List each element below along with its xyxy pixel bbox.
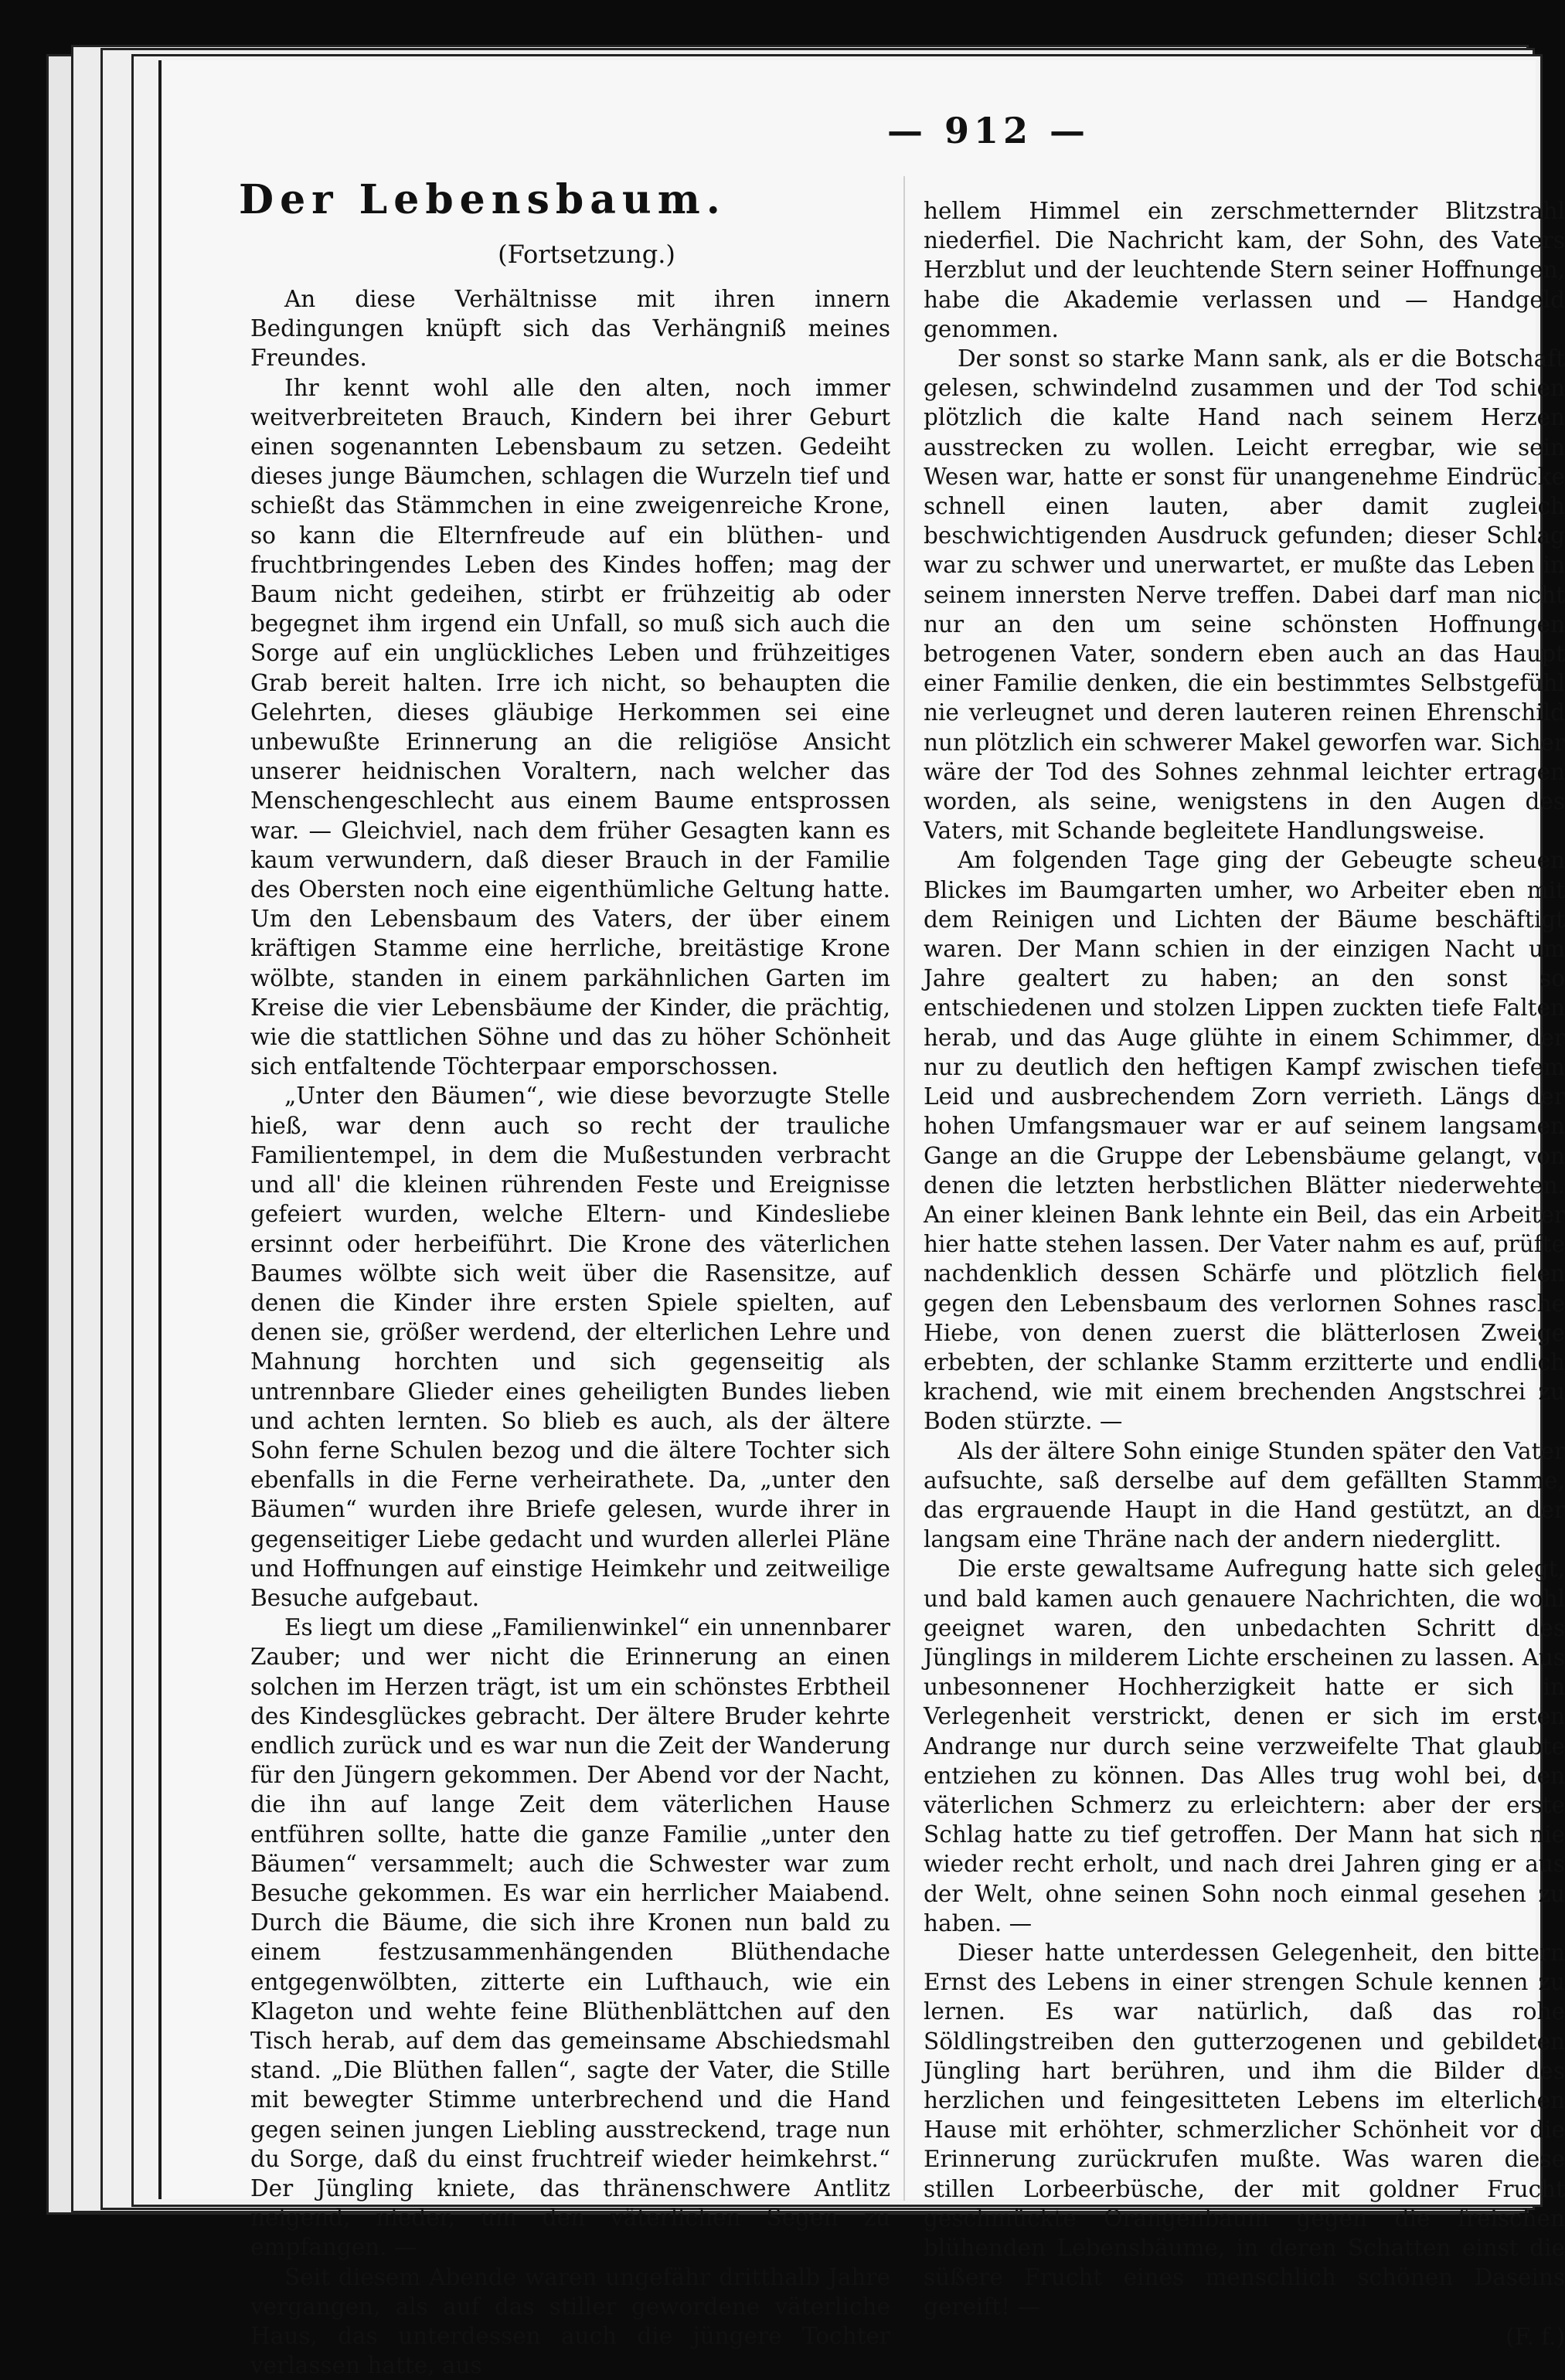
paragraph: hellem Himmel ein zerschmetternder Blitzstrahl niederfiel. Die Nachricht kam, der Sohn, des Vaters Herzblut und der leuchtende Stern seiner Hoffnungen, habe die Akademie verlassen und — Handgeld genommen. — [924, 198, 1565, 342]
paragraph: „Unter den Bäumen“, wie diese bevorzugte Stelle hieß, war denn auch so recht der trauliche Familientempel, in dem die Mußestunden verbracht und all' die kleinen rührenden Feste und Ereignisse gefeiert wurden, welche Eltern- und Kindesliebe ersinnt oder herbeiführt. Die Krone des väterlichen Baumes wölbte sich weit über die Rasensitze, auf denen die Kinder ihre ersten Spiele spielten, auf denen sie, größer werdend, der elterlichen Lehre und Mahnung horchten und sich gegenseitig als untrennbare Glieder eines geheiligten Bundes lieben und achten lernten. So blieb es auch, als der ältere Sohn ferne Schulen bezog und die ältere Tochter sich ebenfalls in die Ferne verheirathete. Da, „unter den Bäumen“ wurden ihre Briefe gelesen, wurde ihrer in gegenseitiger Liebe gedacht und wurden allerlei Pläne und Hoffnungen auf einstige Heimkehr und zeitweilige Besuche aufgebaut. — [250, 1083, 890, 1611]
paragraph: Seit diesem Abende waren ungefähr dritthalb Jahre vergangen, als auf das stiller gewordene väterliche Haus, das unterdessen auch die jüngere Tochter verlassen hatte, aus — [250, 2263, 890, 2379]
column-divider — [903, 176, 905, 2201]
article-title: Der Lebensbaum. — [239, 176, 726, 223]
paragraph: Ihr kennt wohl alle den alten, noch immer weitverbreiteten Brauch, Kindern bei ihrer Geburt einen sogenannten Lebensbaum zu setzen. Gedeiht dieses junge Bäumchen, schlagen die Wurzeln tief und schießt das Stämmchen in eine zweigenreiche Krone, so kann die Elternfreude auf ein blüthen- und fruchtbringendes Leben des Kindes hoffen; mag der Baum nicht gedeihen, stirbt er frühzeitig ab oder begegnet ihm irgend ein Unfall, so muß sich auch die Sorge auf ein unglückliches Leben und frühzeitiges Grab bereit halten. Irre ich nicht, so behaupten die Gelehrten, dieses gläubige Herkommen sei eine unbewußte Erinnerung an die religiöse Ansicht unserer heidnischen Voraltern, nach welcher das Menschengeschlecht aus einem Baume entsprossen war. — Gleichviel, nach dem früher Gesagten kann es kaum verwundern, daß dieser Brauch in der Familie des Obersten noch eine eigenthümliche Geltung hatte. Um den Lebensbaum des Vaters, der über einem kräftigen Stamme eine herrliche, breitästige Krone wölbte, standen in einem parkähnlichen Garten im Kreise die vier Lebensbäume der Kinder, die prächtig, wie die stattlichen Söhne und das zu höher Schönheit sich entfaltende Töchterpaar emporschossen. — [250, 374, 890, 1080]
newspaper-page — [158, 60, 1565, 2379]
page-number: — 912 — — [886, 110, 1090, 151]
paragraph: An diese Verhältnisse mit ihren innern Bedingungen knüpft sich das Verhängniß meines Freundes. — [250, 286, 890, 372]
left-column — [250, 284, 890, 2380]
paragraph: Am folgenden Tage ging der Gebeugte scheuen Blickes im Baumgarten umher, wo Arbeiter eben mit dem Reinigen und Lichten der Bäume beschäftigt waren. Der Mann schien in der einzigen Nacht um Jahre gealtert zu haben; an den sonst so entschiedenen und stolzen Lippen zuckten tiefe Falten herab, und das Auge glühte in einem Schimmer, der nur zu deutlich den heftigen Kampf zwischen tiefem Leid und ausbrechendem Zorn verrieth. Längs der hohen Umfangsmauer war er auf seinem langsamen Gange an die Gruppe der Lebensbäume gelangt, von denen die letzten herbstlichen Blätter niederwehten. An einer kleinen Bank lehnte ein Beil, das ein Arbeiter hier hatte stehen lassen. Der Vater nahm es auf, prüfte nachdenklich dessen Schärfe und plötzlich fielen gegen den Lebensbaum des verlornen Sohnes rasche Hiebe, von denen zuerst die blätterlosen Zweige erbebten, der schlanke Stamm erzitterte und endlich krachend, wie mit einem brechenden Angstschrei zu Boden stürzte. — — [924, 847, 1565, 1435]
article-subtitle: (Fortsetzung.) — [498, 240, 675, 269]
paragraph: Als der ältere Sohn einige Stunden später den Vater aufsuchte, saß derselbe auf dem gefällten Stamme, das ergrauende Haupt in die Hand gestützt, an der langsam eine Thräne nach der andern niederglitt. — [924, 1437, 1565, 1553]
paragraph: Dieser hatte unterdessen Gelegenheit, den bittern Ernst des Lebens in einer strengen Schule kennen zu lernen. Es war natürlich, daß das rohe Söldlingstreiben den gutterzogenen und gebildeten Jüngling hart berühren, und ihm die Bilder des herzlichen und feingesitteten Lebens im elterlichen Hause mit erhöhter, schmerzlicher Schönheit vor die Erinnerung zurückrufen mußte. Was waren diese stillen Lorbeerbüsche, der mit goldner Frucht geschmückte Orangenbaum gegen die freischen blühenden Lebensbäume, in deren Schatten einst die süßere Frucht eines menschlich schönen Daseins gereift! — — [924, 1939, 1565, 2320]
paragraph: Der sonst so starke Mann sank, als er die Botschaft gelesen, schwindelnd zusammen und der Tod schien plötzlich die kalte Hand nach seinem Herzen ausstrecken zu wollen. Leicht erregbar, wie sein Wesen war, hatte er sonst für unangenehme Eindrücke schnell einen lauten, aber damit zugleich beschwichtigenden Ausdruck gefunden; dieser Schlag war zu schwer und unerwartet, er mußte das Leben in seinem innersten Nerve treffen. Dabei darf man nicht nur an den um seine schönsten Hoffnungen betrogenen Vater, sondern eben auch an das Haupt einer Familie denken, die ein bestimmtes Selbstgefühl nie verleugnet und deren lauteren reinen Ehrenschild nun plötzlich ein schwerer Makel geworfen war. Sicher wäre der Tod des Sohnes zehnmal leichter ertragen worden, als seine, wenigstens in den Augen des Vaters, mit Schande begleitete Handlungsweise. — [924, 345, 1565, 845]
paragraph: Es liegt um diese „Familienwinkel“ ein unnennbarer Zauber; und wer nicht die Erinnerung an einen solchen im Herzen trägt, ist um ein schönstes Erbtheil des Kindesglückes gebracht. Der ältere Bruder kehrte endlich zurück und es war nun die Zeit der Wanderung für den Jüngern gekommen. Der Abend vor der Nacht, die ihn auf lange Zeit dem väterlichen Hause entführen sollte, hatte die ganze Familie „unter den Bäumen“ versammelt; auch die Schwester war zum Besuche gekommen. Es war ein herrlicher Maiabend. Durch die Bäume, die sich ihre Kronen nun bald zu einem festzusammenhängenden Blüthendache entgegenwölbten, zitterte ein Lufthauch, wie ein Klageton und wehte feine Blüthenblättchen auf den Tisch herab, auf dem das gemeinsame Abschiedsmahl stand. „Die Blüthen fallen“, sagte der Vater, die Stille mit bewegter Stimme unterbrechend und die Hand gegen seinen jungen Liebling ausstreckend, trage nun du Sorge, daß du einst fruchtreif wieder heimkehrst.“ Der Jüngling kniete, das thränenschwere Antlitz neigend, nieder, um den väterlichen Segen zu empfangen. — — [250, 1614, 890, 2261]
paragraph: Die erste gewaltsame Aufregung hatte sich gelegt, und bald kamen auch genauere Nachrichten, die wohl geeignet waren, den unbedachten Schritt des Jünglings in milderem Lichte erscheinen zu lassen. Aus unbesonnener Hochherzigkeit hatte er sich in Verlegenheit verstrickt, denen er sich im ersten Andrange nur durch seine verzweifelte That glaubte entziehen zu können. Das Alles trug wohl bei, den väterlichen Schmerz zu erleichtern: aber der erste Schlag hatte zu tief getroffen. Der Mann hat sich nie wieder recht erholt, und nach drei Jahren ging er aus der Welt, ohne seinen Sohn noch einmal gesehen zu haben. — — [924, 1556, 1565, 1936]
right-column — [924, 196, 1565, 2351]
author-signature: (F. f.) — [1505, 2323, 1565, 2350]
